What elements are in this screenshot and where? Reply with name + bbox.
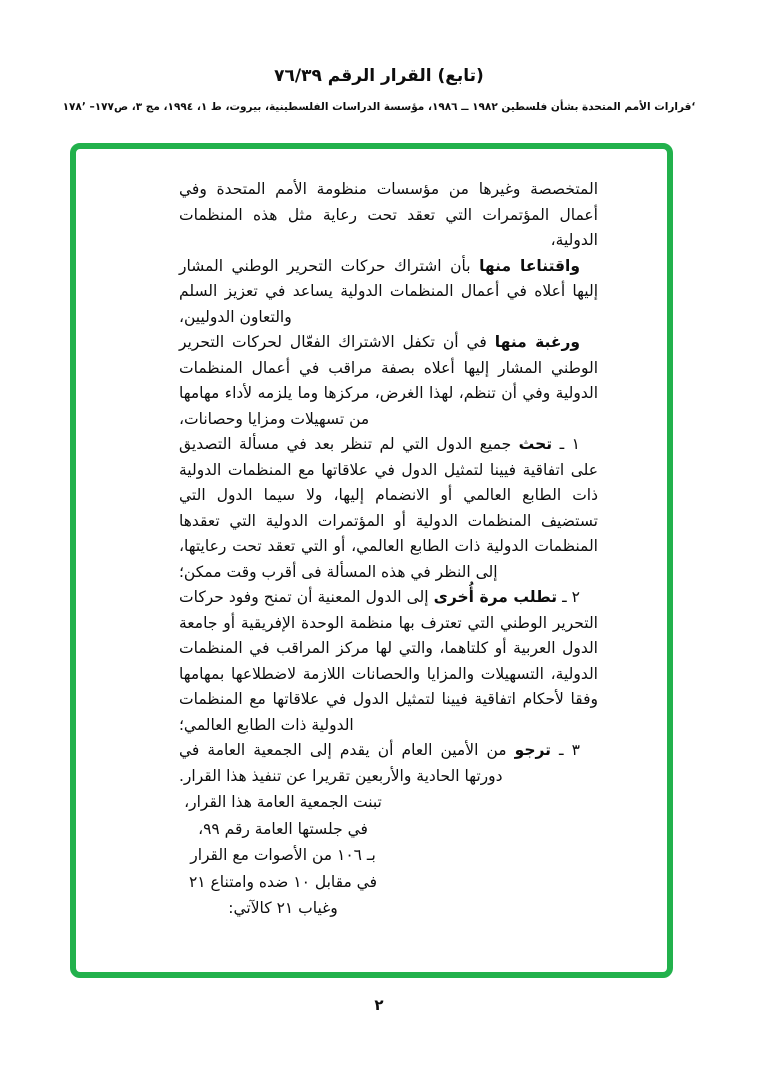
- adoption-note-line: بـ ١٠٦ من الأصوات مع القرار: [190, 846, 376, 864]
- paragraph-text: من الأمين العام أن يقدم إلى الجمعية العامة في دورتها الحادية والأربعين تقريرا عن تنفيذ هذا القرار.: [179, 741, 515, 785]
- resolution-text-frame: [70, 143, 673, 978]
- paragraph-text: المتخصصة وغيرها من مؤسسات منظومة الأمم المتحدة وفي أعمال المؤتمرات التي تعقد تحت رعاية مثل هذه المنظمات الدولية،: [179, 180, 598, 249]
- paragraph-operative-3: [179, 738, 598, 789]
- adoption-note-line: وغياب ٢١ كالآتي:: [228, 899, 338, 917]
- resolution-body: [179, 177, 598, 922]
- page-number: ٢: [374, 996, 384, 1014]
- paragraph-text: ١ ـ: [552, 435, 580, 453]
- paragraph-lead: ورغبة منها: [494, 333, 580, 351]
- paragraph-preamble-2: [179, 330, 598, 432]
- paragraph-continuation: [179, 177, 598, 254]
- paragraph-lead: واقتناعا منها: [479, 256, 580, 275]
- paragraph-text: في أن تكفل الاشتراك الفعّال لحركات التحرير الوطني المشار إليها أعلاه بصفة مراقب في أعمال المنظمات الدولية وفي أن تنظم، لهذا الغرض، مركزها وما يلزمه لأداء مهامها من تسهيلات ومزايا وحصانات،: [179, 333, 598, 428]
- paragraph-text: ٢ ـ: [557, 588, 580, 606]
- adoption-note: [179, 789, 387, 922]
- paragraph-text: ٣ ـ: [550, 741, 580, 759]
- paragraph-text: جميع الدول التي لم تنظر بعد في مسألة التصديق على اتفاقية فيينا لتمثيل الدول في علاقاتها مع المنظمات الدولية ذات الطابع العالمي أو الانضمام إليها، ولا سيما الدول التي تستضيف المنظمات الدولية أو المؤتمرات الدولية التي تعقدها المنظمات الدولية ذات الطابع العالمي، أو التي تعقد تحت رعايتها، إلى النظر في هذه المسألة فى أقرب وقت ممكن؛: [179, 435, 598, 581]
- paragraph-preamble-1: [179, 254, 598, 331]
- paragraph-text: إلى الدول المعنية أن تمنح وفود حركات التحرير الوطني التي تعترف بها منظمة الوحدة الإفريقية أو جامعة الدول العربية أو كلتاهما، والتي لها مركز المراقب في المنظمات الدولية، التسهيلات والمزايا والحصانات اللازمة لاضطلاعها بمهامها وفقا لأحكام اتفاقية فيينا لتمثيل الدول في علاقاتها مع المنظمات الدولية ذات الطابع العالمي؛: [179, 588, 598, 734]
- paragraph-operative-1: [179, 432, 598, 585]
- paragraph-lead: تطلب مرة أُخرى: [433, 588, 558, 606]
- source-citation: ʻقرارات الأمم المتحدة بشأن فلسطين ١٩٨٢ ــ ١٩٨٦، مؤسسة الدراسات الفلسطينية، بيروت، ط ١، ١٩٩٤، مج ٣، ص١٧٧– ١٧٨ʼ: [62, 101, 696, 113]
- adoption-note-line: في جلستها العامة رقم ٩٩،: [198, 819, 368, 838]
- resolution-title: (تابع) القرار الرقم ٧٦/٣٩: [274, 66, 484, 86]
- paragraph-operative-2: [179, 585, 598, 738]
- paragraph-lead: ترجو: [514, 741, 551, 759]
- adoption-note-line: تبنت الجمعية العامة هذا القرار،: [184, 793, 382, 811]
- paragraph-text: بأن اشتراك حركات التحرير الوطني المشار إليها أعلاه في أعمال المنظمات الدولية يساعد في تعزيز السلم والتعاون الدوليين،: [179, 256, 598, 326]
- adoption-note-line: في مقابل ١٠ ضده وامتناع ٢١: [188, 872, 378, 891]
- paragraph-lead: تحث: [518, 435, 553, 453]
